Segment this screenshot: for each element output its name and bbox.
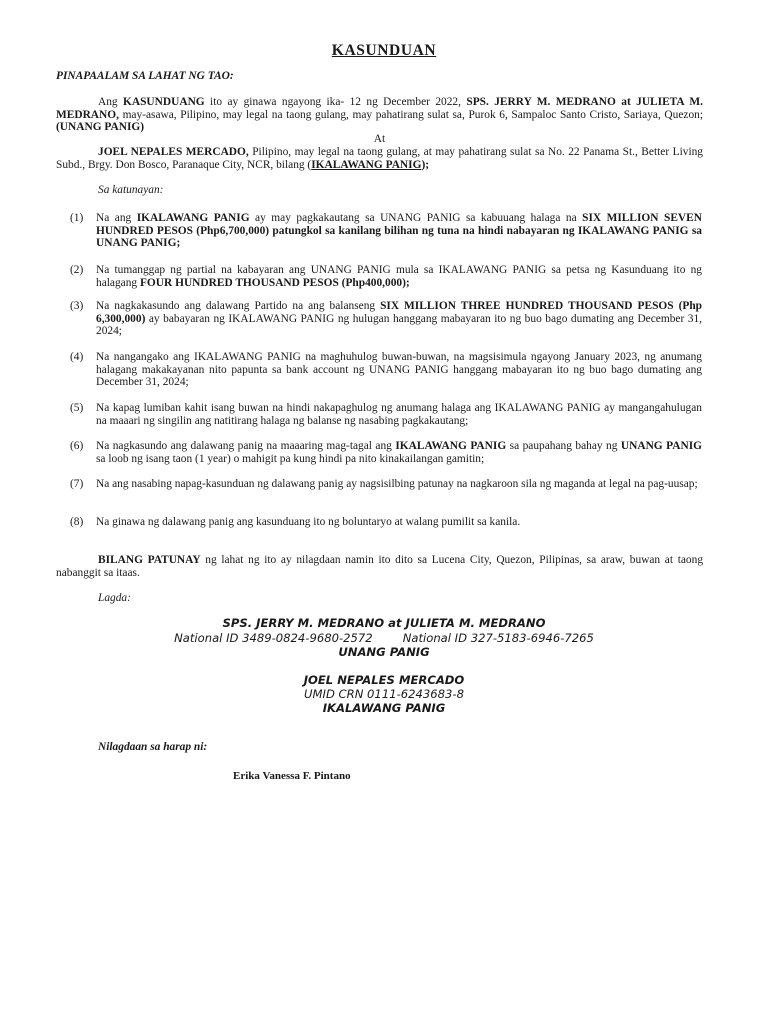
second-party-name: JOEL NEPALES MERCADO, [98, 146, 249, 158]
patunay-bold: BILANG PATUNAY [98, 554, 201, 566]
clause-number: (3) [70, 300, 84, 312]
clause-number: (2) [70, 264, 84, 276]
clause-text: ay may pagkakautang sa UNANG PANIG sa kabuuang halaga na [249, 212, 583, 224]
clause-text: Na ang [96, 212, 137, 224]
clause-text: Na tumanggap ng partial na kabayaran ang UNANG PANIG mula sa IKALAWANG PANIG sa petsa ng Kasunduang ito ng halagang [96, 264, 702, 289]
signatory-spouses-name: SPS. JERRY M. MEDRANO at JULIETA M. MEDRANO [222, 616, 546, 630]
signatory-umid [0, 687, 768, 701]
signatory-joel [0, 673, 768, 687]
salutation: PINAPAALAM SA LAHAT NG TAO: [56, 70, 234, 82]
clause-1 [70, 212, 702, 250]
signatory-ids [0, 631, 768, 645]
umid-number: UMID CRN 0111-6243683-8 [304, 687, 464, 701]
witness-name: Erika Vanessa F. Pintano [233, 770, 351, 782]
intro-pre: Ang [98, 96, 124, 108]
clause-text: Na ginawa ng dalawang panig ang kasunduang ito ng boluntaryo at walang pumilit sa kanila. [96, 516, 521, 528]
clause-number: (5) [70, 402, 84, 414]
sa-katunayan: Sa katunayan: [98, 184, 164, 196]
clause-text: Na kapag lumiban kahit isang buwan na hindi nakapaghulog ng anumang halaga ang IKALAWANG PANIG ay mangangahulugan na maaari ng singilin ang natitirang halaga ng balanse ng nasabing pagkakautang; [96, 402, 702, 427]
clause-number: (6) [70, 440, 84, 452]
nilagdaan-label: Nilagdaan sa harap ni: [98, 741, 208, 753]
clause-text: sa loob ng isang taon (1 year) o mahigit pa kung hindi pa nito kinakailangan gamitin; [96, 452, 485, 465]
clause-bold: UNANG PANIG [620, 440, 702, 452]
clause-bold: IKALAWANG PANIG [395, 440, 507, 452]
clause-7 [70, 478, 702, 491]
second-party-end: ); [421, 158, 430, 171]
intro-paragraph [56, 96, 703, 134]
clause-bold: SIX MILLION SEVEN HUNDRED PESOS (Php6,700,000) patungkol sa kanilang bilihan ng tuna na hindi nabayaran ng IKALAWANG PANIG sa UNANG PANIG; [96, 212, 702, 250]
lagda-label: Lagda: [98, 592, 131, 604]
clause-number: (8) [70, 516, 84, 528]
clause-8 [70, 516, 702, 529]
clause-bold: FOUR HUNDRED THOUSAND PESOS (Php400,000); [139, 276, 410, 289]
clause-text: Na nagkakasundo ang dalawang Partido na ang balanseng [96, 300, 381, 312]
patunay-rest: ng lahat ng ito ay nilagdaan namin ito dito sa Lucena City, Quezon, Pilipinas, sa araw, buwan at taong nabanggit sa itaas. [56, 554, 704, 579]
intro-post: may-asawa, Pilipino, may legal na taong gulang, may pahatirang sulat sa, Purok 6, Sampaloc Santo Cristo, Sariaya, Quezon; [118, 108, 703, 121]
unang-panig-label: UNANG PANIG [338, 645, 430, 659]
clause-4 [70, 351, 702, 389]
clause-5 [70, 402, 702, 427]
clause-text: ay babayaran ng IKALAWANG PANIG ng hulugan hanggang mabayaran ito ng buo bago dumating ang December 31, 2024; [96, 312, 702, 338]
national-id-1: National ID 3489-0824-9680-2572 [174, 631, 373, 645]
clause-text: Na nagkasundo ang dalawang panig na maaaring mag-tagal ang [96, 440, 396, 452]
clause-text: sa paupahang bahay ng [506, 440, 621, 452]
clause-bold: IKALAWANG PANIG [136, 212, 250, 224]
second-party-post: Pilipino, may legal na taong gulang, at may pahatirang sulat sa No. 22 Panama St., Better Living Subd., Brgy. Don Bosco, Paranaque City, NCR, bilang ( [56, 146, 703, 171]
intro-spouses: SPS. JERRY M. MEDRANO at JULIETA M. MEDRANO, [56, 96, 704, 121]
clause-bold: SIX MILLION THREE HUNDRED THOUSAND PESOS (Php 6,300,000) [96, 300, 703, 325]
clause-text: Na nangangako ang IKALAWANG PANIG na maghuhulog buwan-buwan, na magsisimula ngayong January 2023, ng anumang halagang makakayanan nito papunta sa bank account ng UNANG PANIG hanggang mabayaran ito ng buo bago dumating ang December 31, 2024; [96, 351, 702, 389]
patunay-paragraph [56, 554, 703, 579]
clause-number: (4) [70, 351, 84, 363]
clause-number: (7) [70, 478, 84, 490]
signatory-ikalawang-panig [0, 701, 768, 715]
clause-text: Na ang nasabing napag-kasunduan ng dalawang panig ay nagsisilbing patunay na nagkaroon sila ng maganda at legal na pag-uusap; [96, 478, 698, 490]
ikalawang-panig-label: IKALAWANG PANIG [322, 701, 446, 715]
clause-3 [70, 300, 703, 338]
clause-6 [70, 440, 702, 465]
second-party-paragraph [56, 146, 703, 171]
document-title: KASUNDUAN [331, 42, 437, 59]
intro-unang-panig: (UNANG PANIG) [56, 121, 145, 134]
intro-kasunduang: KASUNDUANG [123, 96, 205, 108]
signatory-unang-panig [0, 645, 768, 659]
clause-number: (1) [70, 212, 84, 224]
intro-mid: ito ay ginawa ngayong ika- 12 ng December 2022, [204, 96, 467, 108]
at-word: At [373, 133, 386, 145]
clause-2 [70, 264, 702, 289]
national-id-2: National ID 327-5183-6946-7265 [402, 631, 594, 645]
signatory-spouses [0, 616, 768, 630]
joel-name: JOEL NEPALES MERCADO [303, 673, 465, 687]
second-party-ikalawang: IKALAWANG PANIG [311, 158, 422, 171]
